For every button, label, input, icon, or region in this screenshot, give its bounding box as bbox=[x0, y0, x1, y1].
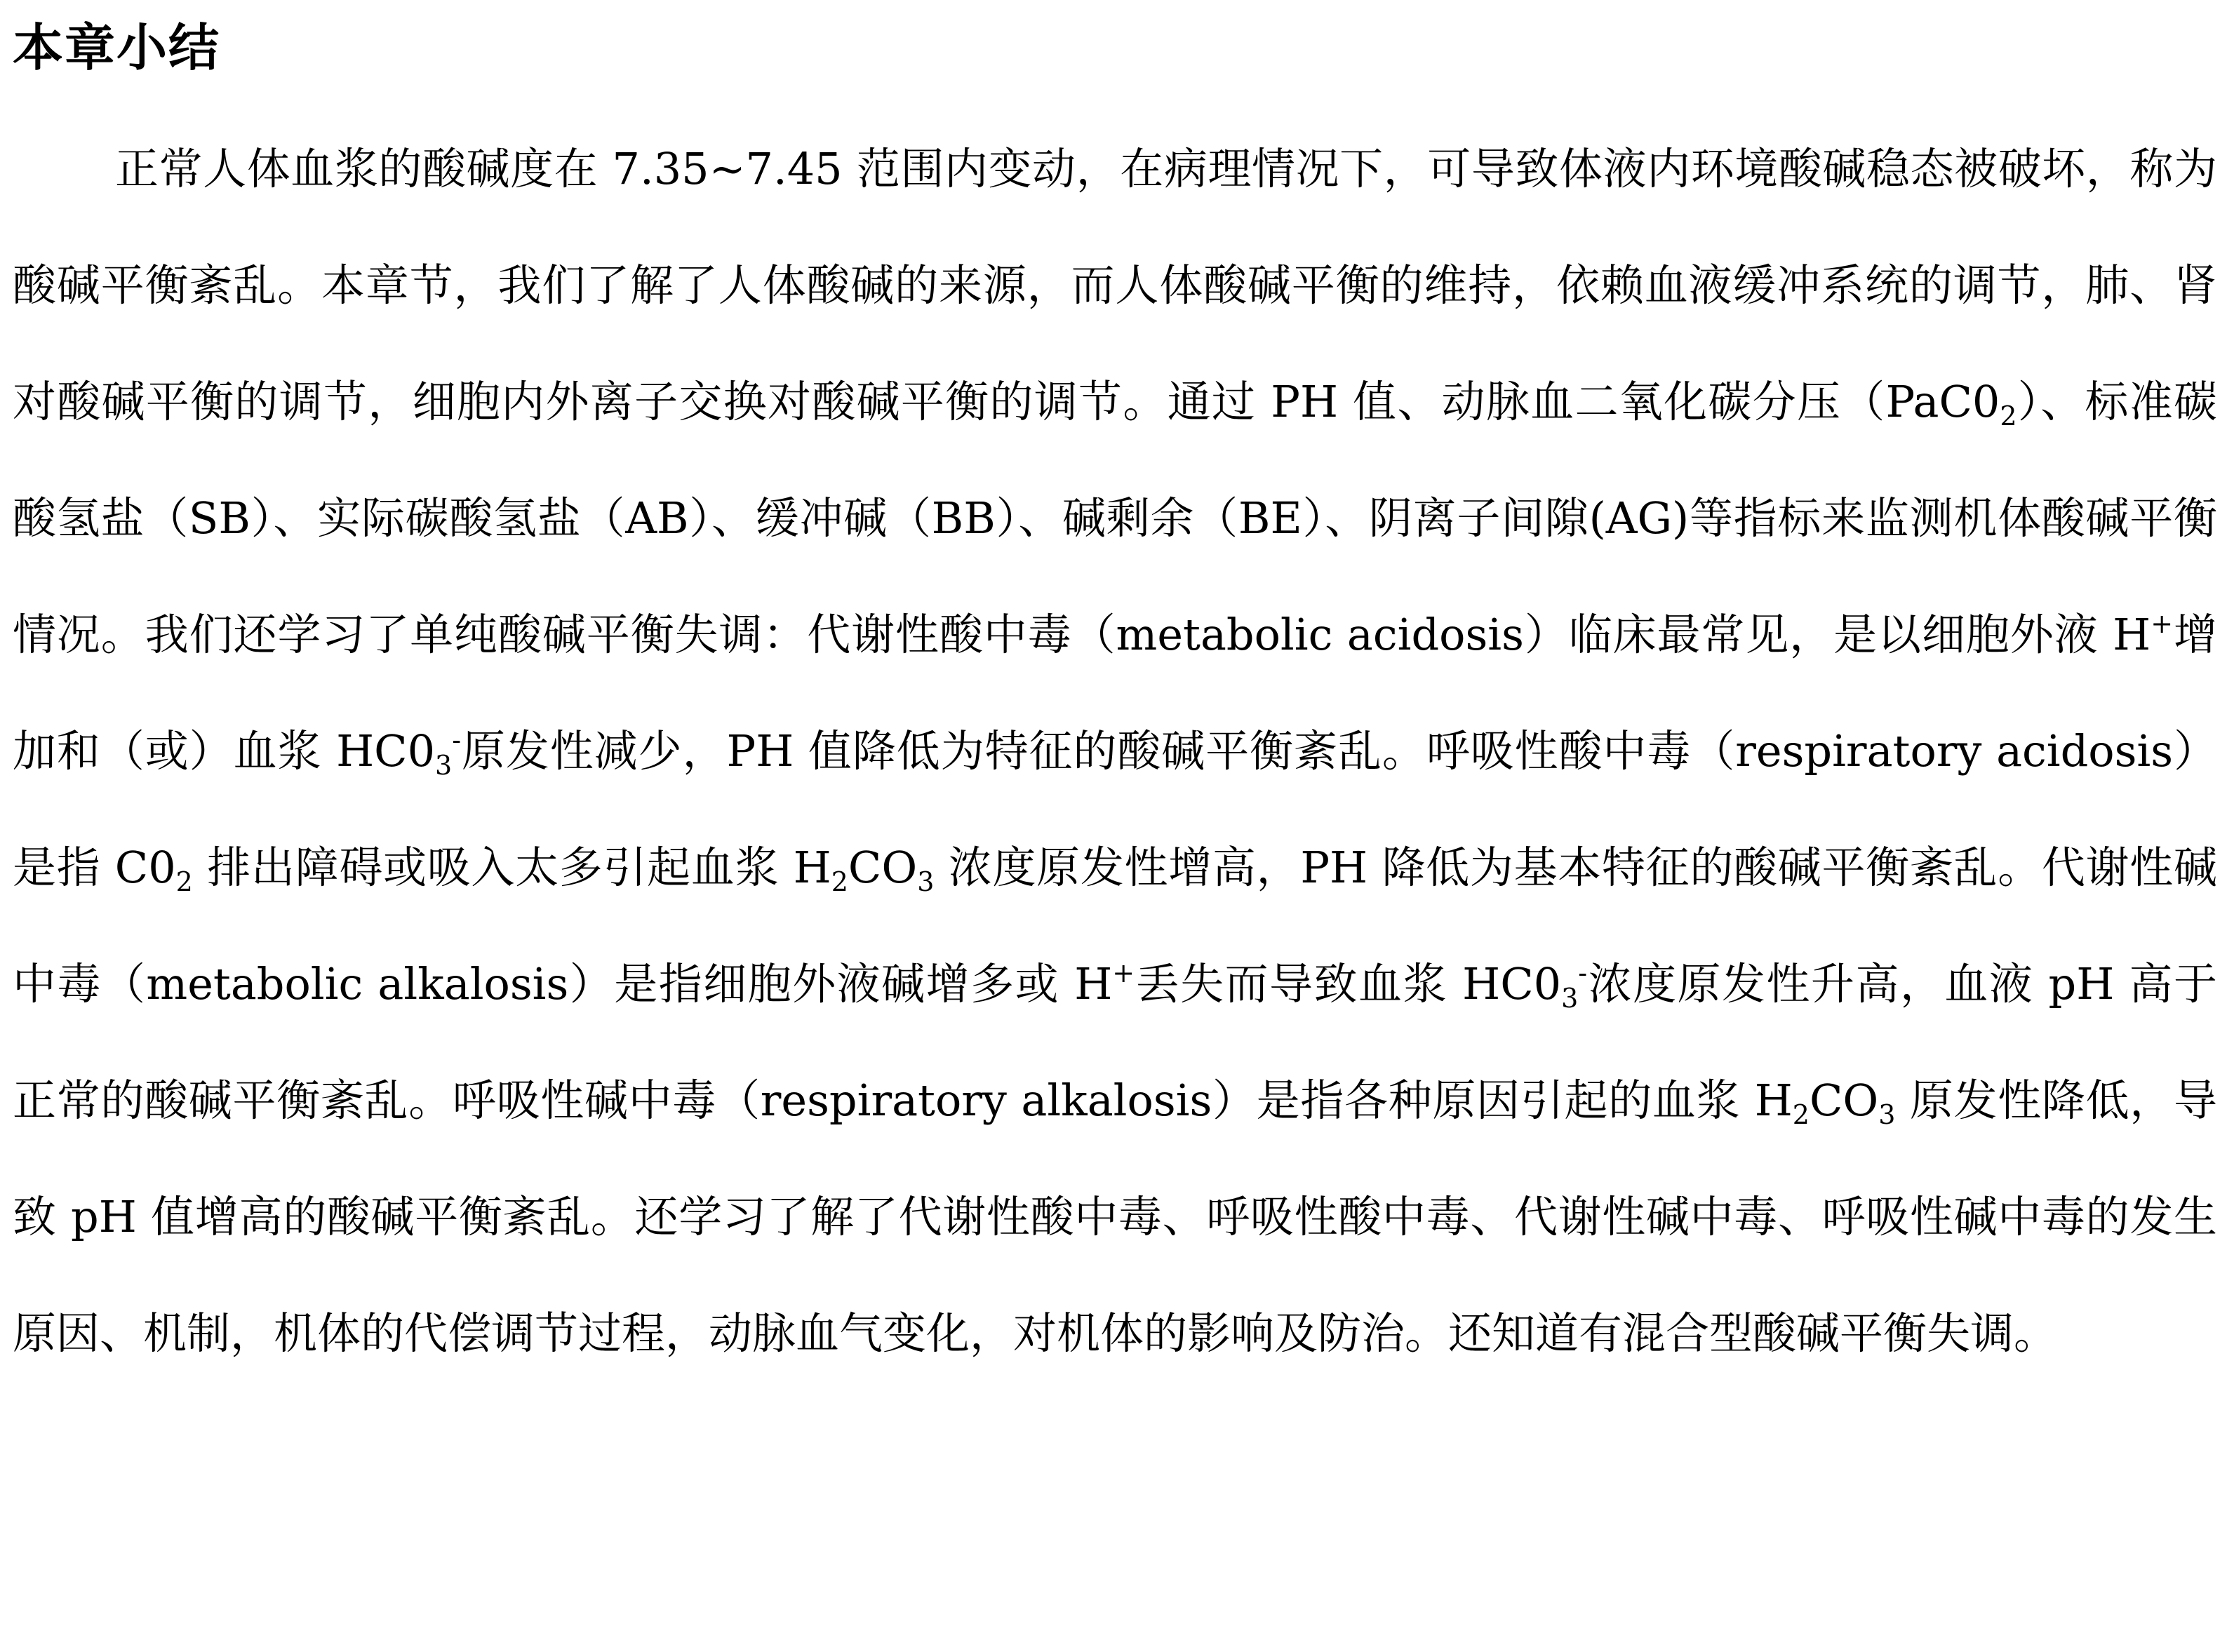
superscript: + bbox=[1112, 958, 1135, 988]
superscript: - bbox=[452, 725, 462, 756]
text-segment: CO bbox=[1809, 1075, 1879, 1126]
summary-paragraph bbox=[13, 111, 2217, 1392]
text-segment: 浓度原发性升高，血液 pH 高于正常的酸碱平衡紊乱。呼吸性碱中毒（respiratory alkalosis）是指各种原因引起的血浆 H bbox=[13, 958, 2217, 1126]
text-segment: 浓度原发性增高，PH 降低为基本特征的酸碱平衡紊乱。代谢性碱中毒（metabolic alkalosis）是指细胞外液碱增多或 H bbox=[13, 842, 2217, 1009]
subscript: 2 bbox=[2000, 401, 2017, 431]
superscript: + bbox=[2151, 608, 2174, 639]
text-segment: 原发性减少，PH 值降低为特征的酸碱平衡紊乱。呼吸性酸中毒（respiratory acidosis）是指 C0 bbox=[13, 725, 2217, 893]
text-segment: ）、标准碳酸氢盐（SB）、实际碳酸氢盐（AB）、缓冲碱（BB）、碱剩余（BE）、阴离子间隙(AG)等指标来监测机体酸碱平衡情况。我们还学习了单纯酸碱平衡失调：代谢性酸中毒（metabolic acidosis）临床最常见，是以细胞外液 H bbox=[13, 376, 2217, 660]
subscript: 2 bbox=[175, 866, 193, 897]
text-segment: CO bbox=[848, 842, 918, 893]
text-segment: 正常人体血浆的酸碱度在 7.35~7.45 范围内变动，在病理情况下，可导致体液内环境酸碱稳态被破坏，称为酸碱平衡紊乱。本章节，我们了解了人体酸碱的来源，而人体酸碱平衡的维持，依赖血液缓冲系统的调节，肺、肾对酸碱平衡的调节，细胞内外离子交换对酸碱平衡的调节。通过 PH 值、动脉血二氧化碳分压（PaC0 bbox=[13, 143, 2217, 427]
subscript: 3 bbox=[435, 750, 453, 781]
subscript: 3 bbox=[917, 866, 935, 897]
text-segment: 丢失而导致血浆 HC0 bbox=[1135, 958, 1562, 1009]
chapter-summary-heading: 本章小结 bbox=[13, 18, 221, 77]
subscript: 2 bbox=[1792, 1099, 1810, 1130]
text-segment: 增加和（或）血浆 HC0 bbox=[13, 609, 2217, 777]
subscript: 3 bbox=[1561, 983, 1579, 1014]
subscript: 2 bbox=[831, 866, 848, 897]
text-segment: 排出障碍或吸入太多引起血浆 H bbox=[192, 842, 831, 893]
text-segment: 原发性降低，导致 pH 值增高的酸碱平衡紊乱。还学习了解了代谢性酸中毒、呼吸性酸中毒、代谢性碱中毒、呼吸性碱中毒的发生原因、机制，机体的代偿调节过程，动脉血气变化，对机体的影响及防治。还知道有混合型酸碱平衡失调。 bbox=[13, 1075, 2217, 1359]
superscript: - bbox=[1578, 958, 1588, 988]
subscript: 3 bbox=[1878, 1099, 1896, 1130]
